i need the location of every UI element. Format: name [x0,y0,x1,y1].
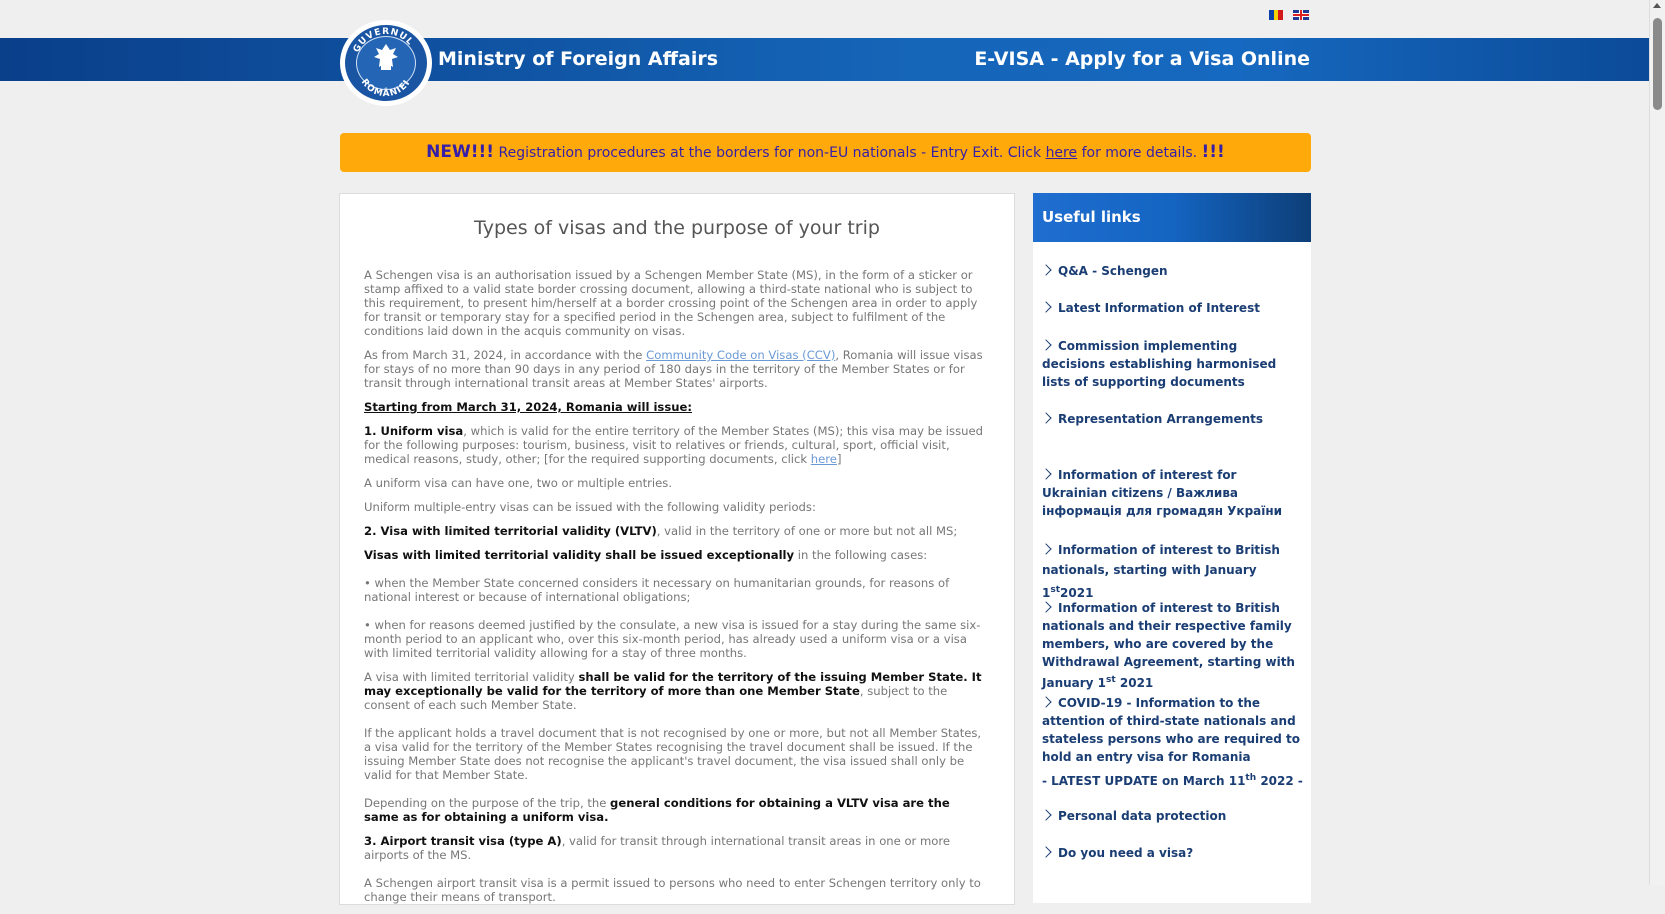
government-logo[interactable] [340,20,432,106]
evisa-title: E-VISA - Apply for a Visa Online [974,48,1310,70]
sidebar-title: Useful links [1033,193,1311,242]
vertical-scrollbar[interactable] [1649,0,1665,885]
notice-here-link[interactable]: here [1045,145,1078,161]
link-covid19[interactable]: COVID-19 - Information to the attention of third-state nationals and stateless persons who are required to hold an entry visa for Romania - LATEST UPDATE on March 11th 2022 - [1042,696,1303,788]
link-british-nationals[interactable]: Information of interest to British nationals, starting with January 1st2021 [1042,543,1280,600]
chevron-right-icon [1040,846,1051,857]
link-latest-information[interactable]: Latest Information of Interest [1042,299,1304,317]
link-personal-data-protection[interactable]: Personal data protection [1042,807,1304,825]
paragraph-validity: Uniform multiple-entry visas can be issued with the following validity periods: [364,500,816,514]
scrollbar-thumb[interactable] [1653,18,1662,110]
link-do-you-need-visa[interactable]: Do you need a visa? [1042,844,1304,862]
language-switcher [1269,10,1309,20]
chevron-right-icon [1040,412,1051,423]
paragraph-vltv: 2. Visa with limited territorial validity (VLTV), valid in the territory of one or more but not all MS; [364,524,958,538]
supporting-docs-link[interactable]: here [810,452,837,466]
announcement-banner [340,133,1311,172]
link-representation-arrangements[interactable]: Representation Arrangements [1042,410,1304,428]
paragraph-intro: A Schengen visa is an authorisation issued by a Schengen Member State (MS), in the form of a sticker or stamp affixed to a valid state border crossing document, allowing a third-state national who is subject to this requirement, to present him/herself at a border crossing point of the Schengen area in order to apply for transit or temporary stay for a specified period in the Schengen area, subject to fulfilment of the conditions laid down in the acquis community on visas. [364,268,978,338]
romanian-flag-icon[interactable] [1269,10,1283,20]
page-title: Types of visas and the purpose of your trip [474,217,880,239]
bullet-humanitarian: • when the Member State concerned considers it necessary on humanitarian grounds, for reasons of national interest or because of international obligations; [364,576,950,604]
paragraph-airport-definition: A Schengen airport transit visa is a permit issued to persons who need to enter Schengen territory only to change their means of transport. [364,876,981,904]
notice-text-after: for more details. [1081,145,1198,161]
paragraph-vltv-validity: A visa with limited territorial validity shall be valid for the territory of the issuing Member State. It may exceptionally be valid for the territory of more than one Member State, subject to the consent of each such Member State. [364,670,982,712]
chevron-right-icon [1040,468,1051,479]
notice-text: Registration procedures at the borders for non-EU nationals - Entry Exit. Click [498,145,1042,161]
paragraph-ccv: As from March 31, 2024, in accordance with the Community Code on Visas (CCV), Romania will issue visas for stays of no more than 90 days in any period of 180 days in the territory of the Member States or for transit through international transit areas at Member States' airports. [364,348,983,390]
svg-text:ROMÂNIEI: ROMÂNIEI [358,77,413,100]
chevron-right-icon [1040,696,1051,707]
notice-new-label: NEW!!! [426,142,495,162]
link-commission-decisions[interactable]: Commission implementing decisions establishing harmonised lists of supporting documents [1042,339,1277,389]
ccv-link[interactable]: Community Code on Visas (CCV) [646,348,836,362]
chevron-right-icon [1040,601,1051,612]
main-content-panel [339,193,1015,905]
scroll-up-arrow-icon[interactable] [1653,3,1661,8]
coat-of-arms-icon [342,22,430,104]
paragraph-travel-document: If the applicant holds a travel document that is not recognised by one or more, but not all Member States, a visa valid for the territory of the Member States recognising the travel document shall be issued. If the issuing Member State does not recognise the applicant's travel document, the visa issued shall only be valid for that Member State. [364,726,982,782]
paragraph-starting: Starting from March 31, 2024, Romania will issue: [364,400,692,414]
chevron-right-icon [1040,339,1051,350]
notice-bang: !!! [1201,142,1225,162]
paragraph-vltv-exceptional: Visas with limited territorial validity shall be issued exceptionally in the following cases: [364,548,928,562]
link-ukrainian-citizens[interactable]: Information of interest for Ukrainian citizens / Важлива інформація для громадян України [1042,468,1283,518]
chevron-right-icon [1040,809,1051,820]
article-body [364,268,984,914]
site-title[interactable]: Ministry of Foreign Affairs [438,48,719,70]
bullet-consulate: • when for reasons deemed justified by the consulate, a new visa is issued for a stay during the same six-month period to an applicant who, over this six-month period, has already used a uniform visa or a visa with limited territorial validity allowing for a stay of three months. [364,618,981,660]
uk-flag-icon[interactable] [1293,10,1309,20]
link-qa-schengen[interactable]: Q&A - Schengen [1042,262,1304,280]
chevron-right-icon [1040,301,1051,312]
paragraph-uniform-visa: 1. Uniform visa, which is valid for the entire territory of the Member States (MS); this visa may be issued for the following purposes: tourism, business, visit to relatives or friends, cultural, sport, official visit, medical reasons, study, other; [for the required supporting documents, click here] [364,424,983,466]
paragraph-entries: A uniform visa can have one, two or multiple entries. [364,476,673,490]
useful-links-sidebar [1033,193,1311,903]
paragraph-purpose: Depending on the purpose of the trip, the general conditions for obtaining a VLTV visa are the same as for obtaining a uniform visa. [364,796,950,824]
chevron-right-icon [1040,543,1051,554]
chevron-right-icon [1040,264,1051,275]
link-british-withdrawal[interactable]: Information of interest to British nationals and their respective family members, who are covered by the Withdrawal Agreement, starting with January 1st 2021 [1042,601,1295,690]
paragraph-airport-transit: 3. Airport transit visa (type A), valid for transit through international transit areas in one or more airports of the MS. [364,834,951,862]
svg-text:GUVERNUL: GUVERNUL [351,26,416,55]
header-banner [0,38,1650,81]
